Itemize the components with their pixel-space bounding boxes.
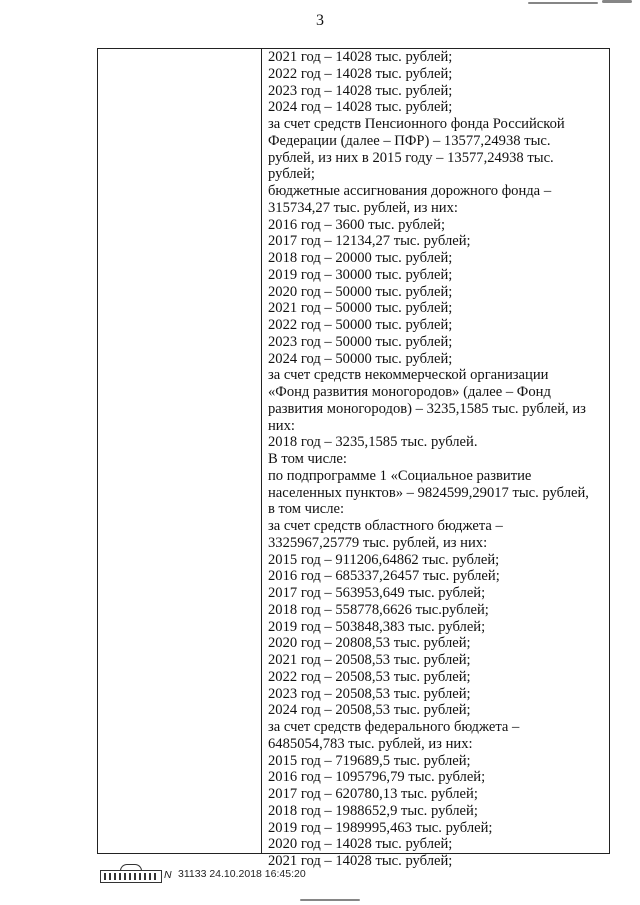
text-line: 2024 год – 20508,53 тыс. рублей; — [268, 702, 471, 719]
table-left-column — [98, 49, 261, 853]
text-line: за счет средств некоммерческой организации — [268, 367, 549, 384]
text-line: 2019 год – 1989995,463 тыс. рублей; — [268, 819, 493, 836]
text-line: 315734,27 тыс. рублей, из них: — [268, 199, 458, 216]
text-line: развития моногородов) – 3235,1585 тыс. рублей, из — [268, 400, 586, 417]
text-line: бюджетные ассигнования дорожного фонда – — [268, 183, 552, 199]
text-line: 2019 год – 503848,383 тыс. рублей; — [268, 618, 486, 635]
table-right-column — [268, 49, 605, 870]
text-line: 2022 год – 14028 тыс. рублей; — [268, 65, 453, 82]
text-line: населенных пунктов» – 9824599,29017 тыс. рублей, — [268, 484, 589, 501]
text-line: них: — [268, 417, 295, 434]
scan-artifact — [528, 2, 598, 4]
text-line: 2019 год – 30000 тыс. рублей; — [268, 266, 453, 283]
text-line: 2018 год – 1988652,9 тыс. рублей; — [268, 802, 478, 819]
text-line: 2023 год – 20508,53 тыс. рублей; — [268, 685, 471, 702]
text-line: рублей; — [268, 166, 315, 183]
text-line: за счет средств областного бюджета – — [268, 518, 503, 534]
text-line: 2020 год – 14028 тыс. рублей; — [268, 836, 453, 853]
text-line: 2016 год – 3600 тыс. рублей; — [268, 216, 446, 233]
content-table — [97, 48, 610, 869]
text-line: 2020 год – 50000 тыс. рублей; — [268, 283, 453, 300]
text-line: 2018 год – 3235,1585 тыс. рублей. — [268, 434, 478, 451]
text-line: 2017 год – 563953,649 тыс. рублей; — [268, 585, 486, 601]
text-line: «Фонд развития моногородов» (далее – Фонд — [268, 384, 551, 400]
text-line: в том числе: — [268, 501, 345, 518]
text-line: 2015 год – 719689,5 тыс. рублей; — [268, 752, 471, 769]
text-line: 2024 год – 50000 тыс. рублей; — [268, 350, 453, 367]
text-line: 2022 год – 50000 тыс. рублей; — [268, 317, 453, 333]
text-line: 2016 год – 685337,26457 тыс. рублей; — [268, 568, 500, 585]
text-line: рублей, из них в 2015 году – 13577,24938 тыс. — [268, 149, 554, 166]
text-line: Федерации (далее – ПФР) – 13577,24938 тыс. — [268, 132, 551, 149]
text-line: за счет средств федерального бюджета – — [268, 719, 520, 735]
text-line: 2022 год – 20508,53 тыс. рублей; — [268, 668, 471, 685]
text-line: 2020 год – 20808,53 тыс. рублей; — [268, 635, 471, 652]
page-number: 3 — [316, 12, 324, 29]
text-line: 2021 год – 14028 тыс. рублей; — [268, 853, 453, 869]
text-line: 2017 год – 620780,13 тыс. рублей; — [268, 786, 478, 802]
text-line: за счет средств Пенсионного фонда Российской — [268, 116, 565, 132]
column-divider — [261, 49, 262, 853]
scan-artifact — [300, 899, 360, 901]
text-line: 3325967,25779 тыс. рублей, из них: — [268, 534, 488, 551]
scan-artifact — [602, 0, 632, 3]
footer-mark: N — [164, 869, 172, 881]
registration-footer: 31133 24.10.2018 16:45:20 — [178, 868, 306, 880]
text-line: В том числе: — [268, 451, 347, 467]
text-line: 2024 год – 14028 тыс. рублей; — [268, 99, 453, 116]
text-line: 2016 год – 1095796,79 тыс. рублей; — [268, 769, 486, 786]
text-line: 2021 год – 50000 тыс. рублей; — [268, 300, 453, 317]
text-line: 2023 год – 14028 тыс. рублей; — [268, 82, 453, 99]
text-line: 2021 год – 14028 тыс. рублей; — [268, 49, 453, 65]
text-line: 2017 год – 12134,27 тыс. рублей; — [268, 233, 471, 250]
government-building-icon — [100, 864, 162, 884]
text-line: по подпрограмме 1 «Социальное развитие — [268, 467, 532, 484]
text-line: 2018 год – 20000 тыс. рублей; — [268, 250, 453, 266]
text-line: 2021 год – 20508,53 тыс. рублей; — [268, 652, 471, 668]
text-line: 2015 год – 911206,64862 тыс. рублей; — [268, 551, 500, 568]
text-line: 2018 год – 558778,6626 тыс.рублей; — [268, 601, 489, 618]
text-line: 6485054,783 тыс. рублей, из них: — [268, 735, 473, 752]
text-line: 2023 год – 50000 тыс. рублей; — [268, 333, 453, 350]
